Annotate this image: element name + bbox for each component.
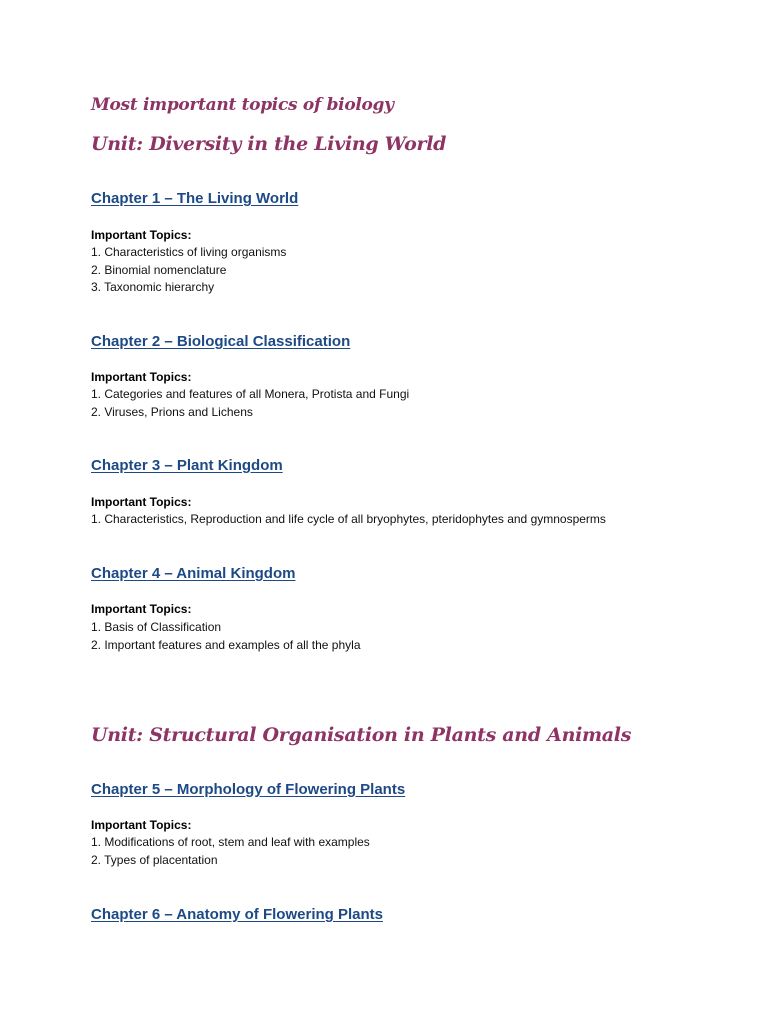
topic-list: [91, 386, 409, 421]
topic-item: 1. Categories and features of all Monera, Protista and Fungi: [91, 387, 410, 401]
topic-item: 1. Characteristics, Reproduction and life cycle of all bryophytes, pteridophytes and gymnosperms: [91, 512, 606, 526]
topic-item: 2. Viruses, Prions and Lichens: [91, 404, 253, 419]
topic-list: [91, 619, 361, 654]
chapter-link-6[interactable]: Chapter 6 – Anatomy of Flowering Plants: [91, 906, 383, 923]
topics-label: Important Topics:: [91, 495, 192, 509]
chapter-link-4[interactable]: Chapter 4 – Animal Kingdom: [91, 565, 296, 582]
document-title: Most important topics of biology: [91, 95, 394, 115]
topic-item: 2. Types of placentation: [91, 852, 218, 867]
topics-label: Important Topics:: [91, 818, 192, 832]
topic-item: 1. Characteristics of living organisms: [91, 245, 287, 259]
chapter-link-3[interactable]: Chapter 3 – Plant Kingdom: [91, 457, 283, 474]
topic-item: 1. Basis of Classification: [91, 620, 222, 634]
topics-label: Important Topics:: [91, 228, 192, 242]
topics-label: Important Topics:: [91, 602, 192, 616]
unit-title: Unit: Diversity in the Living World: [91, 133, 447, 155]
topic-item: 1. Modifications of root, stem and leaf with examples: [91, 835, 370, 849]
topics-label: Important Topics:: [91, 370, 192, 384]
topic-item: 2. Binomial nomenclature: [91, 262, 227, 277]
topic-list: [91, 244, 286, 297]
chapter-link-2[interactable]: Chapter 2 – Biological Classification: [91, 333, 351, 350]
chapter-link-1[interactable]: Chapter 1 – The Living World: [91, 190, 299, 207]
topic-item: 2. Important features and examples of all the phyla: [91, 637, 361, 652]
topic-list: [91, 511, 606, 529]
topic-item: 3. Taxonomic hierarchy: [91, 280, 215, 294]
chapter-link-5[interactable]: Chapter 5 – Morphology of Flowering Plants: [91, 781, 406, 798]
unit-title: Unit: Structural Organisation in Plants and Animals: [91, 724, 632, 746]
topic-list: [91, 834, 370, 869]
